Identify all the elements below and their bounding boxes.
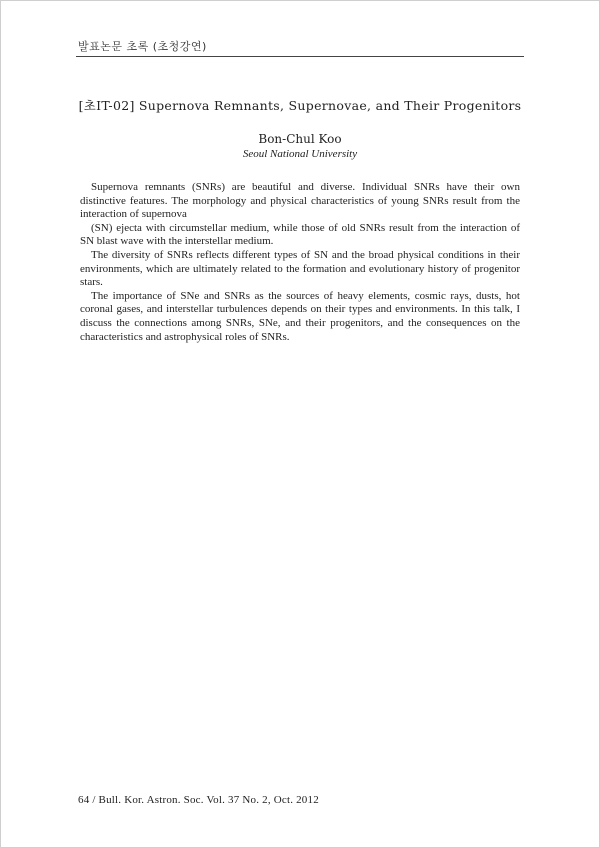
page-footer-citation: 64 / Bull. Kor. Astron. Soc. Vol. 37 No. 2, Oct. 2012: [78, 794, 319, 806]
header-rule: [76, 56, 524, 57]
author-affiliation: Seoul National University: [242, 148, 358, 160]
abstract-paragraph: (SN) ejecta with circumstellar medium, while those of old SNRs result from the interaction of SN blast wave with the interstellar medium.: [80, 221, 520, 248]
abstract-paragraph: Supernova remnants (SNRs) are beautiful and diverse. Individual SNRs have their own distinctive features. The morphology and physical characteristics of young SNRs result from the interaction of supernova: [80, 181, 520, 221]
abstract-paragraph: The importance of SNe and SNRs as the sources of heavy elements, cosmic rays, dusts, hot coronal gases, and interstellar turbulences depends on their types and environments. In this talk, I discuss the connections among SNRs, SNe, and their progenitors, and the consequences on the characteristics and astrophysical roles of SNRs.: [80, 289, 520, 343]
author-name: Bon-Chul Koo: [258, 132, 342, 146]
abstract-body: [80, 181, 520, 344]
article-title: [초IT-02] Supernova Remnants, Supernovae, and Their Progenitors: [78, 98, 522, 113]
running-header: 발표논문 초록 (초청강연): [78, 40, 207, 53]
abstract-paragraph: The diversity of SNRs reflects different types of SN and the broad physical conditions in their environments, which are ultimately related to the formation and evolutionary history of progenitor stars.: [80, 248, 520, 289]
